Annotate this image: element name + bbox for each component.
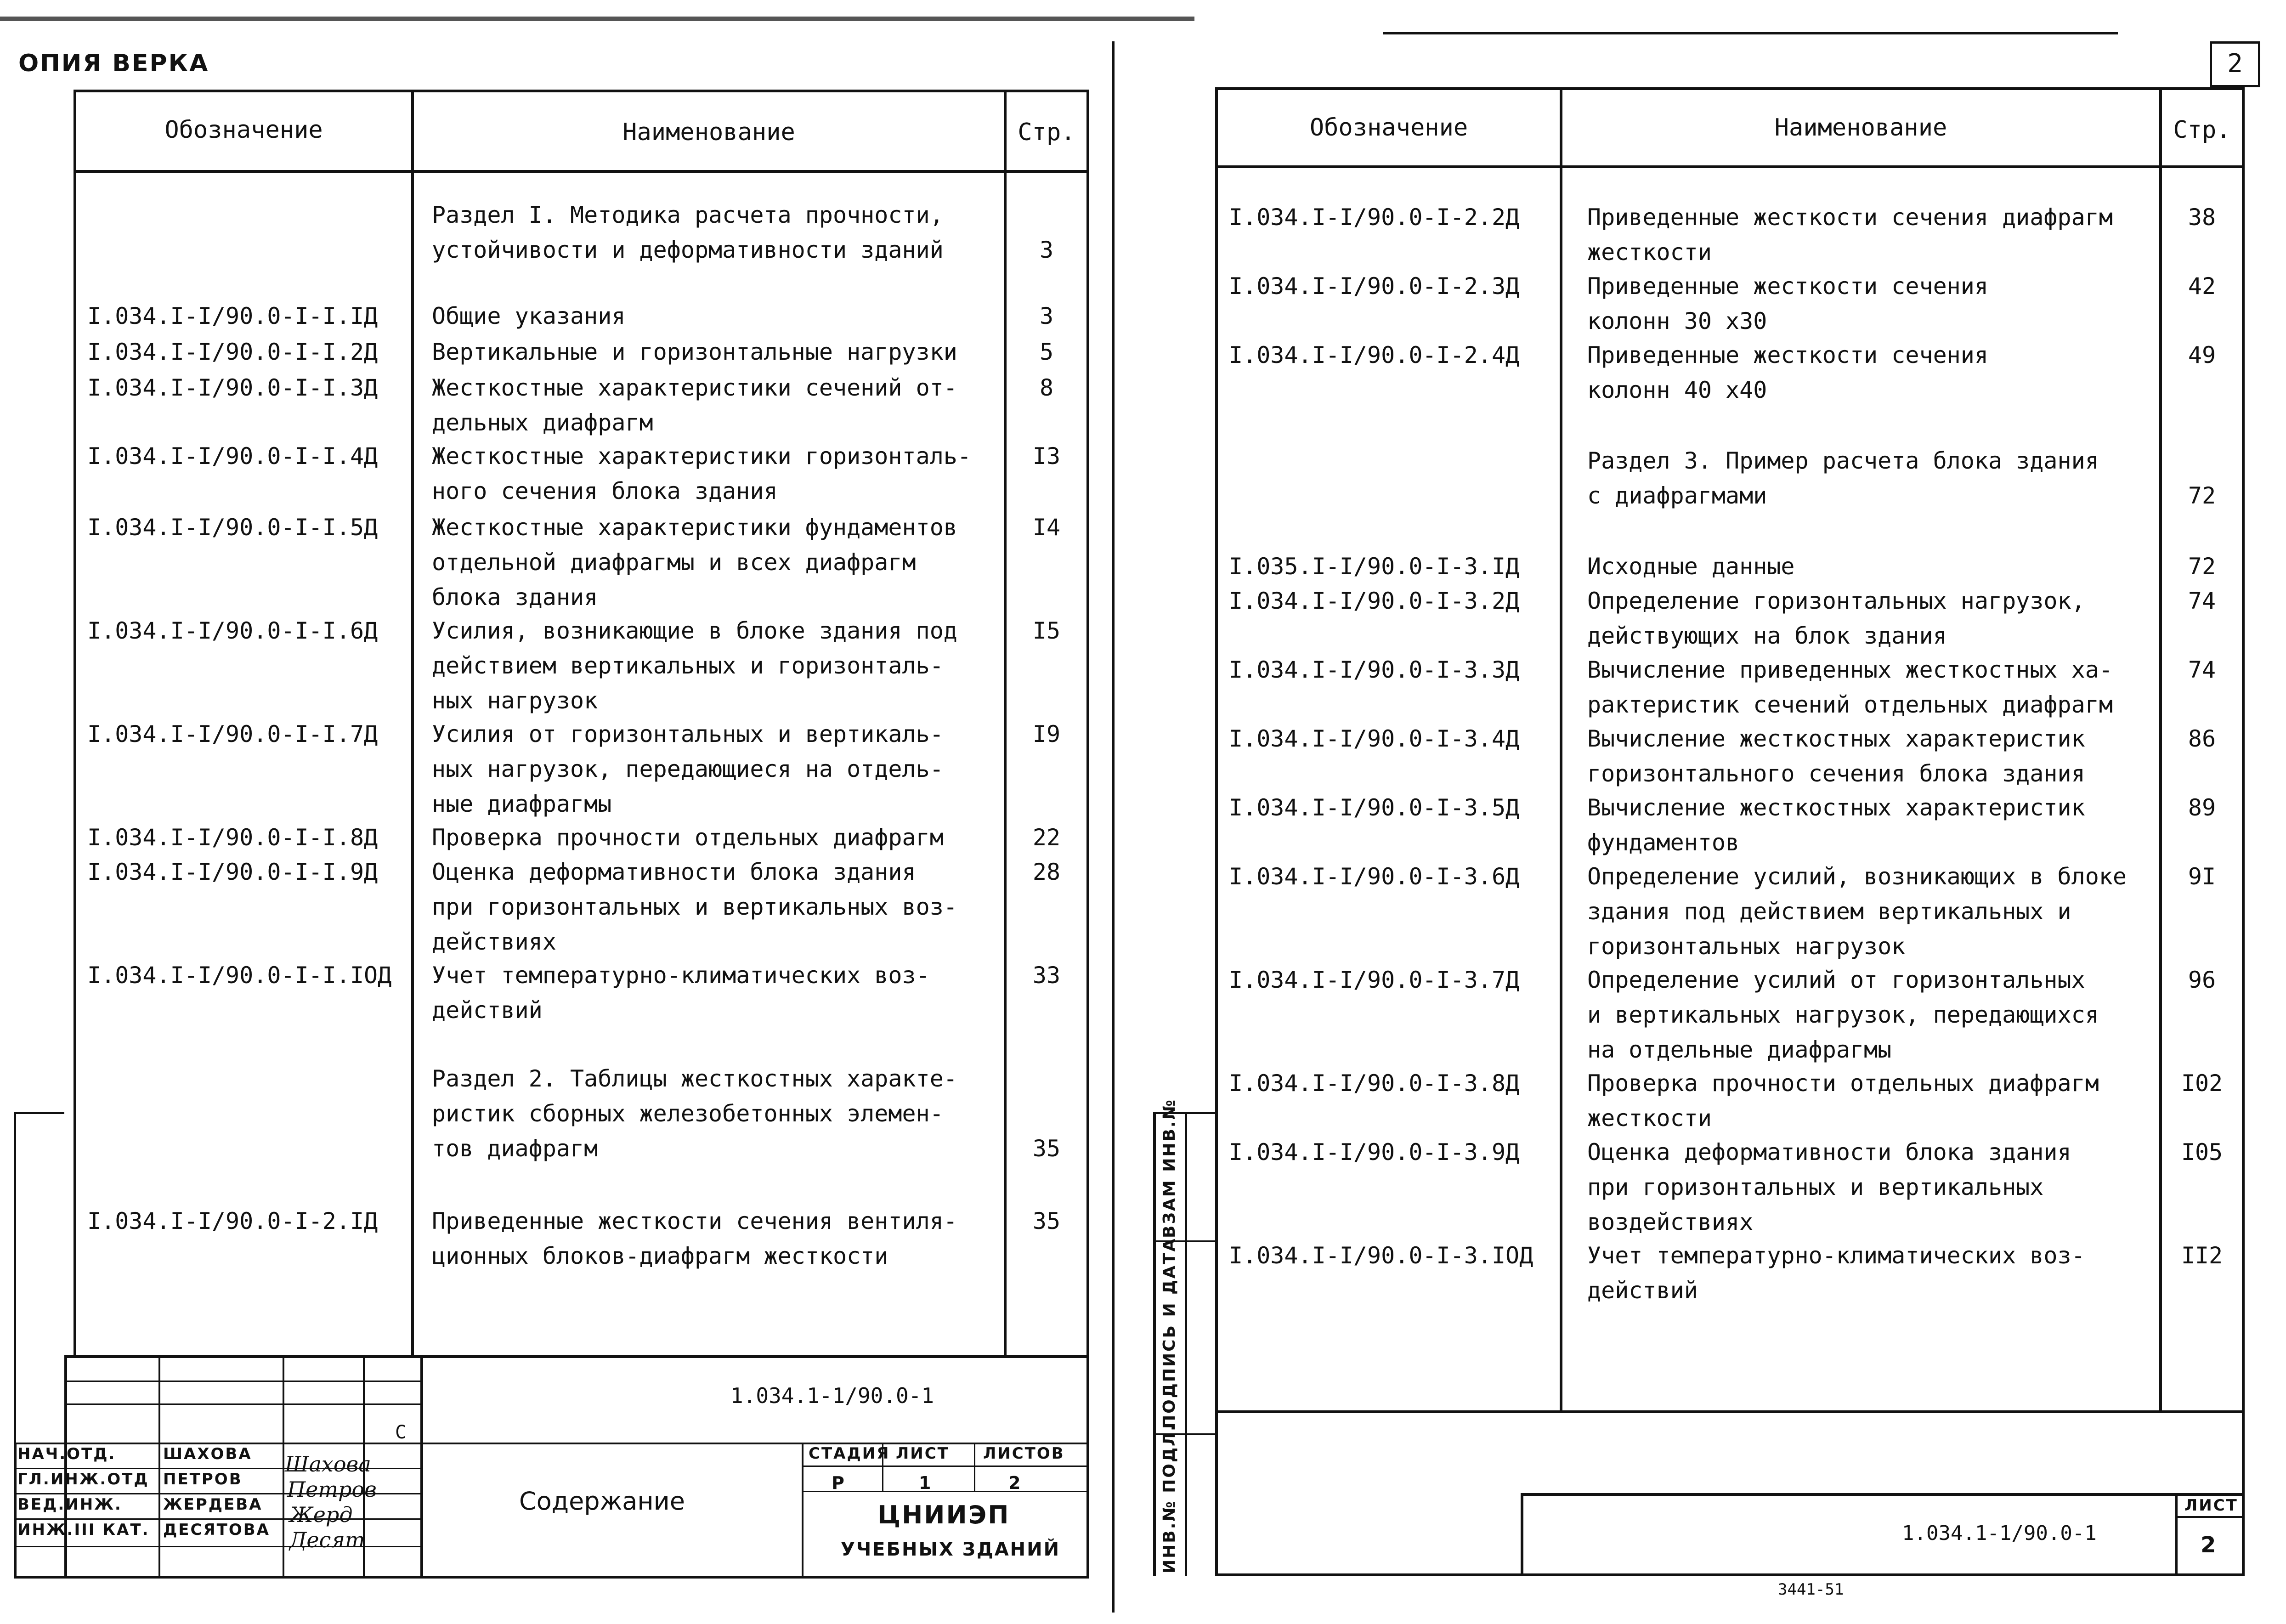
row-name-line: Раздел I. Методика расчета прочности, xyxy=(432,202,944,228)
row-name-line: Жесткостные характеристики сечений от- xyxy=(432,374,957,401)
stage-label: СТАДИЯ xyxy=(809,1444,890,1463)
row-code: I.034.I-I/90.0-I-I.5Д xyxy=(87,514,378,541)
sheet-value: 1 xyxy=(919,1473,933,1493)
row-code: I.034.I-I/90.0-I-3.6Д xyxy=(1229,863,1520,890)
row-name-line: Проверка прочности отдельных диафрагм xyxy=(1587,1070,2099,1097)
row-name-line: Учет температурно-климатических воз- xyxy=(432,962,930,989)
signature-4: Десят xyxy=(289,1528,365,1552)
row-page: 42 xyxy=(2188,273,2216,300)
center-fold xyxy=(1112,41,1115,1613)
side-label-vzam: ВЗАМ ИНВ.№ xyxy=(1160,1098,1179,1238)
row-name-line: Определение усилий, возникающих в блоке xyxy=(1587,863,2127,890)
signature-2: Петров xyxy=(287,1477,377,1502)
row-name-line: колонн 40 х40 xyxy=(1587,377,1767,403)
row-name-line: ционных блоков-диафрагм жесткости xyxy=(432,1243,888,1269)
row-name-line: ристик сборных железобетонных элемен- xyxy=(432,1100,944,1127)
stage-value: Р xyxy=(832,1473,846,1493)
row-page: 74 xyxy=(2188,656,2216,683)
row-name-line: Проверка прочности отдельных диафрагм xyxy=(432,824,944,851)
row-code: I.034.I-I/90.0-I-3.3Д xyxy=(1229,656,1520,683)
row-page: 72 xyxy=(2188,553,2216,580)
row-page: I9 xyxy=(1032,721,1061,747)
row-code: I.034.I-I/90.0-I-3.4Д xyxy=(1229,725,1520,752)
row-page: 22 xyxy=(1032,824,1061,851)
right-sheet-label: ЛИСТ xyxy=(2184,1496,2238,1515)
row-name-line: Определение горизонтальных нагрузок, xyxy=(1587,588,2085,614)
row-code: I.034.I-I/90.0-I-I.2Д xyxy=(87,339,378,365)
row-name-line: Исходные данные xyxy=(1587,553,1795,580)
header-name-right: Наименование xyxy=(1774,114,1947,141)
row-name-line: дельных диафрагм xyxy=(432,409,653,436)
row-name-line: действий xyxy=(432,997,543,1024)
row-name-line: действующих на блок здания xyxy=(1587,622,1947,649)
row-code: I.034.I-I/90.0-I-3.8Д xyxy=(1229,1070,1520,1097)
row-name-line: Раздел 2. Таблицы жесткостных характе- xyxy=(432,1065,957,1092)
signer-role: ВЕД.ИНЖ. xyxy=(17,1495,122,1514)
row-name-line: Оценка деформативности блока здания xyxy=(1587,1139,2071,1166)
header-page: Стр. xyxy=(1018,119,1075,146)
row-page: 38 xyxy=(2188,204,2216,231)
row-name-line: Раздел 3. Пример расчета блока здания xyxy=(1587,447,2099,474)
row-page: 3 xyxy=(1039,237,1054,263)
row-code: I.034.I-I/90.0-I-I.IД xyxy=(87,303,378,329)
side-label-sign: ПОДПИСЬ И ДАТА xyxy=(1160,1237,1179,1429)
row-name-line: действий xyxy=(1587,1277,1698,1304)
signature-3: Жерд xyxy=(289,1502,353,1527)
row-name-line: жесткости xyxy=(1587,239,1712,266)
row-name-line: Вычисление приведенных жесткостных ха- xyxy=(1587,656,2113,683)
header-designation: Обозначение xyxy=(164,116,323,144)
row-page: 86 xyxy=(2188,725,2216,752)
row-page: 3 xyxy=(1039,303,1054,329)
row-page: 35 xyxy=(1032,1135,1061,1162)
row-page: I02 xyxy=(2181,1070,2223,1097)
row-name-line: горизонтального сечения блока здания xyxy=(1587,760,2085,787)
row-name-line: рактеристик сечений отдельных диафрагм xyxy=(1587,691,2113,718)
sheet-label: ЛИСТ xyxy=(896,1444,950,1463)
org-line2: УЧЕБНЫХ ЗДАНИЙ xyxy=(841,1539,1061,1560)
signer-name: ШАХОВА xyxy=(163,1445,252,1463)
sheets-value: 2 xyxy=(1008,1473,1022,1493)
header-designation-right: Обозначение xyxy=(1309,114,1468,141)
signer-role: ИНЖ.III КАТ. xyxy=(17,1521,150,1539)
row-code: I.034.I-I/90.0-I-I.6Д xyxy=(87,617,378,644)
row-code: I.034.I-I/90.0-I-I.9Д xyxy=(87,859,378,885)
row-name-line: Приведенные жесткости сечения вентиля- xyxy=(432,1208,957,1234)
header-page-right: Стр. xyxy=(2173,116,2231,144)
row-code: I.034.I-I/90.0-I-I.7Д xyxy=(87,721,378,747)
page-number: 2 xyxy=(2227,49,2243,79)
row-name-line: отдельной диафрагмы и всех диафрагм xyxy=(432,549,916,576)
row-name-line: Вертикальные и горизонтальные нагрузки xyxy=(432,339,957,365)
row-code: I.034.I-I/90.0-I-I.4Д xyxy=(87,443,378,470)
right-doc-code: 1.034.1-1/90.0-1 xyxy=(1902,1522,2097,1545)
row-name-line: фундаментов xyxy=(1587,829,1740,856)
row-name-line: здания под действием вертикальных и xyxy=(1587,898,2071,925)
signer-name: ПЕТРОВ xyxy=(163,1470,243,1488)
sheets-label: ЛИСТОВ xyxy=(983,1444,1065,1463)
row-code: I.034.I-I/90.0-I-I.IОД xyxy=(87,962,392,989)
row-code: I.034.I-I/90.0-I-3.IОД xyxy=(1229,1242,1533,1269)
row-name-line: блока здания xyxy=(432,584,598,611)
row-page: 28 xyxy=(1032,859,1061,885)
row-code: I.034.I-I/90.0-I-3.9Д xyxy=(1229,1139,1520,1166)
row-page: 74 xyxy=(2188,588,2216,614)
row-name-line: ных нагрузок, передающиеся на отдель- xyxy=(432,756,944,782)
row-name-line: Учет температурно-климатических воз- xyxy=(1587,1242,2085,1269)
row-name-line: Жесткостные характеристики фундаментов xyxy=(432,514,957,541)
title-text: Содержание xyxy=(519,1487,685,1516)
row-page: 33 xyxy=(1032,962,1061,989)
copy-stamp: ОПИЯ ВЕРКА xyxy=(18,50,209,77)
row-name-line: при горизонтальных и вертикальных воз- xyxy=(432,894,957,920)
row-name-line: действиях xyxy=(432,928,556,955)
row-name-line: воздействиях xyxy=(1587,1209,1754,1235)
row-page: I05 xyxy=(2181,1139,2223,1166)
row-name-line: Приведенные жесткости сечения диафрагм xyxy=(1587,204,2113,231)
row-page: 72 xyxy=(2188,482,2216,509)
row-code: I.034.I-I/90.0-I-3.5Д xyxy=(1229,794,1520,821)
row-name-line: на отдельные диафрагмы xyxy=(1587,1036,1892,1063)
top-scan-edge xyxy=(0,17,1194,21)
title-doc-code: 1.034.1-1/90.0-1 xyxy=(730,1383,934,1408)
row-page: I5 xyxy=(1032,617,1061,644)
row-name-line: Оценка деформативности блока здания xyxy=(432,859,916,885)
row-name-line: Общие указания xyxy=(432,303,626,329)
row-page: 89 xyxy=(2188,794,2216,821)
row-name-line: Усилия от горизонтальных и вертикаль- xyxy=(432,721,944,747)
row-name-line: Определение усилий от горизонтальных xyxy=(1587,967,2085,993)
row-code: I.034.I-I/90.0-I-3.7Д xyxy=(1229,967,1520,993)
row-name-line: Вычисление жесткостных характеристик xyxy=(1587,794,2085,821)
row-name-line: и вертикальных нагрузок, передающихся xyxy=(1587,1002,2099,1028)
row-name-line: Приведенные жесткости сечения xyxy=(1587,342,1988,368)
row-name-line: горизонтальных нагрузок xyxy=(1587,933,1906,960)
signature-1: Шахова xyxy=(285,1452,371,1477)
row-name-line: действием вертикальных и горизонталь- xyxy=(432,652,944,679)
row-page: 5 xyxy=(1039,339,1054,365)
right-sheet-value: 2 xyxy=(2201,1532,2218,1558)
header-name: Наименование xyxy=(622,119,795,146)
top-right-edge xyxy=(1383,32,2118,34)
signer-role: НАЧ.ОТД. xyxy=(17,1445,116,1463)
row-code: I.034.I-I/90.0-I-3.2Д xyxy=(1229,588,1520,614)
row-name-line: Вычисление жесткостных характеристик xyxy=(1587,725,2085,752)
row-name-line: ных нагрузок xyxy=(432,687,598,714)
row-page: 9I xyxy=(2188,863,2216,890)
bottom-note: 3441-51 xyxy=(1778,1580,1844,1599)
row-name-line: ного сечения блока здания xyxy=(432,478,778,504)
row-code: I.034.I-I/90.0-I-2.IД xyxy=(87,1208,378,1234)
row-code: I.034.I-I/90.0-I-2.2Д xyxy=(1229,204,1520,231)
row-name-line: колонн 30 х30 xyxy=(1587,308,1767,334)
page-number-box xyxy=(2210,41,2260,87)
row-page: II2 xyxy=(2181,1242,2223,1269)
row-name-line: Приведенные жесткости сечения xyxy=(1587,273,1988,300)
row-page: I3 xyxy=(1032,443,1061,470)
row-code: I.034.I-I/90.0-I-2.4Д xyxy=(1229,342,1520,368)
side-label-inv: ИНВ.№ ПОДЛ. xyxy=(1160,1423,1179,1573)
row-name-line: тов диафрагм xyxy=(432,1135,598,1162)
row-name-line: ные диафрагмы xyxy=(432,791,612,817)
corner-mark: С xyxy=(395,1422,407,1443)
row-code: I.034.I-I/90.0-I-2.3Д xyxy=(1229,273,1520,300)
row-name-line: устойчивости и деформативности зданий xyxy=(432,237,944,263)
row-code: I.034.I-I/90.0-I-I.3Д xyxy=(87,374,378,401)
row-page: 96 xyxy=(2188,967,2216,993)
row-code: I.034.I-I/90.0-I-I.8Д xyxy=(87,824,378,851)
signer-role: ГЛ.ИНЖ.ОТД xyxy=(17,1470,149,1488)
signer-name: ДЕСЯТОВА xyxy=(163,1521,270,1539)
row-name-line: Усилия, возникающие в блоке здания под xyxy=(432,617,957,644)
row-name-line: с диафрагмами xyxy=(1587,482,1767,509)
row-name-line: жесткости xyxy=(1587,1105,1712,1132)
row-page: 49 xyxy=(2188,342,2216,368)
row-name-line: при горизонтальных и вертикальных xyxy=(1587,1174,2044,1200)
signer-name: ЖЕРДЕВА xyxy=(163,1495,263,1514)
row-page: 35 xyxy=(1032,1208,1061,1234)
org-line1: ЦНИИЭП xyxy=(877,1500,1010,1529)
row-page: I4 xyxy=(1032,514,1061,541)
row-name-line: Жесткостные характеристики горизонталь- xyxy=(432,443,971,470)
row-page: 8 xyxy=(1039,374,1054,401)
row-code: I.035.I-I/90.0-I-3.IД xyxy=(1229,553,1520,580)
